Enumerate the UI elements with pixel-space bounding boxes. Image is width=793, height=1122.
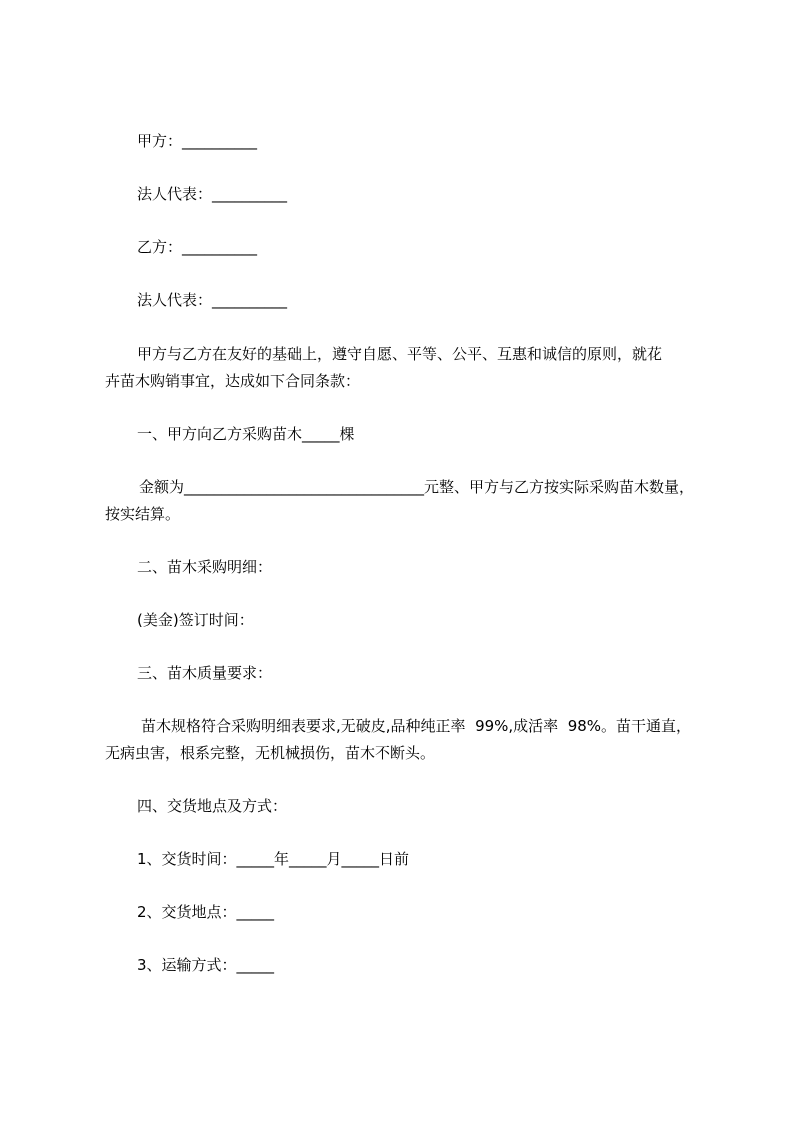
delivery-place-line: 2、交货地点：_____ <box>137 903 275 921</box>
party-b-line: 乙方：__________ <box>137 238 258 256</box>
intro-paragraph <box>137 341 662 367</box>
party-b-representative-line: 法人代表：__________ <box>137 291 288 309</box>
amount-line-1: 金额为________________________________元整、甲方与乙方按实际采购苗木数量， <box>139 478 695 496</box>
party-a-representative-line: 法人代表：__________ <box>137 185 288 203</box>
intro-line-2: 卉苗木购销事宜，达成如下合同条款： <box>105 372 361 390</box>
amount-paragraph <box>139 474 694 500</box>
signing-time-line: (美金)签订时间： <box>137 611 254 629</box>
transport-method-line: 3、运输方式：_____ <box>137 956 275 974</box>
quality-paragraph-continuation <box>105 740 435 766</box>
quality-line-1: 苗木规格符合采购明细表要求,无破皮,品种纯正率 99%,成活率 98%。苗干通直， <box>141 717 692 735</box>
section-2-title: 二、苗木采购明细： <box>137 558 273 576</box>
intro-line-1: 甲方与乙方在友好的基础上，遵守自愿、平等、公平、互惠和诚信的原则，就花 <box>137 345 663 363</box>
section-3-title: 三、苗木质量要求： <box>137 664 273 682</box>
section-4-title: 四、交货地点及方式： <box>137 797 288 815</box>
intro-paragraph-continuation <box>105 368 360 394</box>
quality-line-2: 无病虫害，根系完整，无机械损伤，苗木不断头。 <box>105 744 436 762</box>
amount-line-2: 按实结算。 <box>105 505 181 523</box>
quality-paragraph <box>141 713 691 739</box>
delivery-time-line: 1、交货时间：_____年_____月_____日前 <box>137 850 410 868</box>
section-1-title: 一、甲方向乙方采购苗木_____棵 <box>137 425 355 443</box>
party-a-line: 甲方：__________ <box>137 132 258 150</box>
amount-paragraph-continuation <box>105 501 180 527</box>
